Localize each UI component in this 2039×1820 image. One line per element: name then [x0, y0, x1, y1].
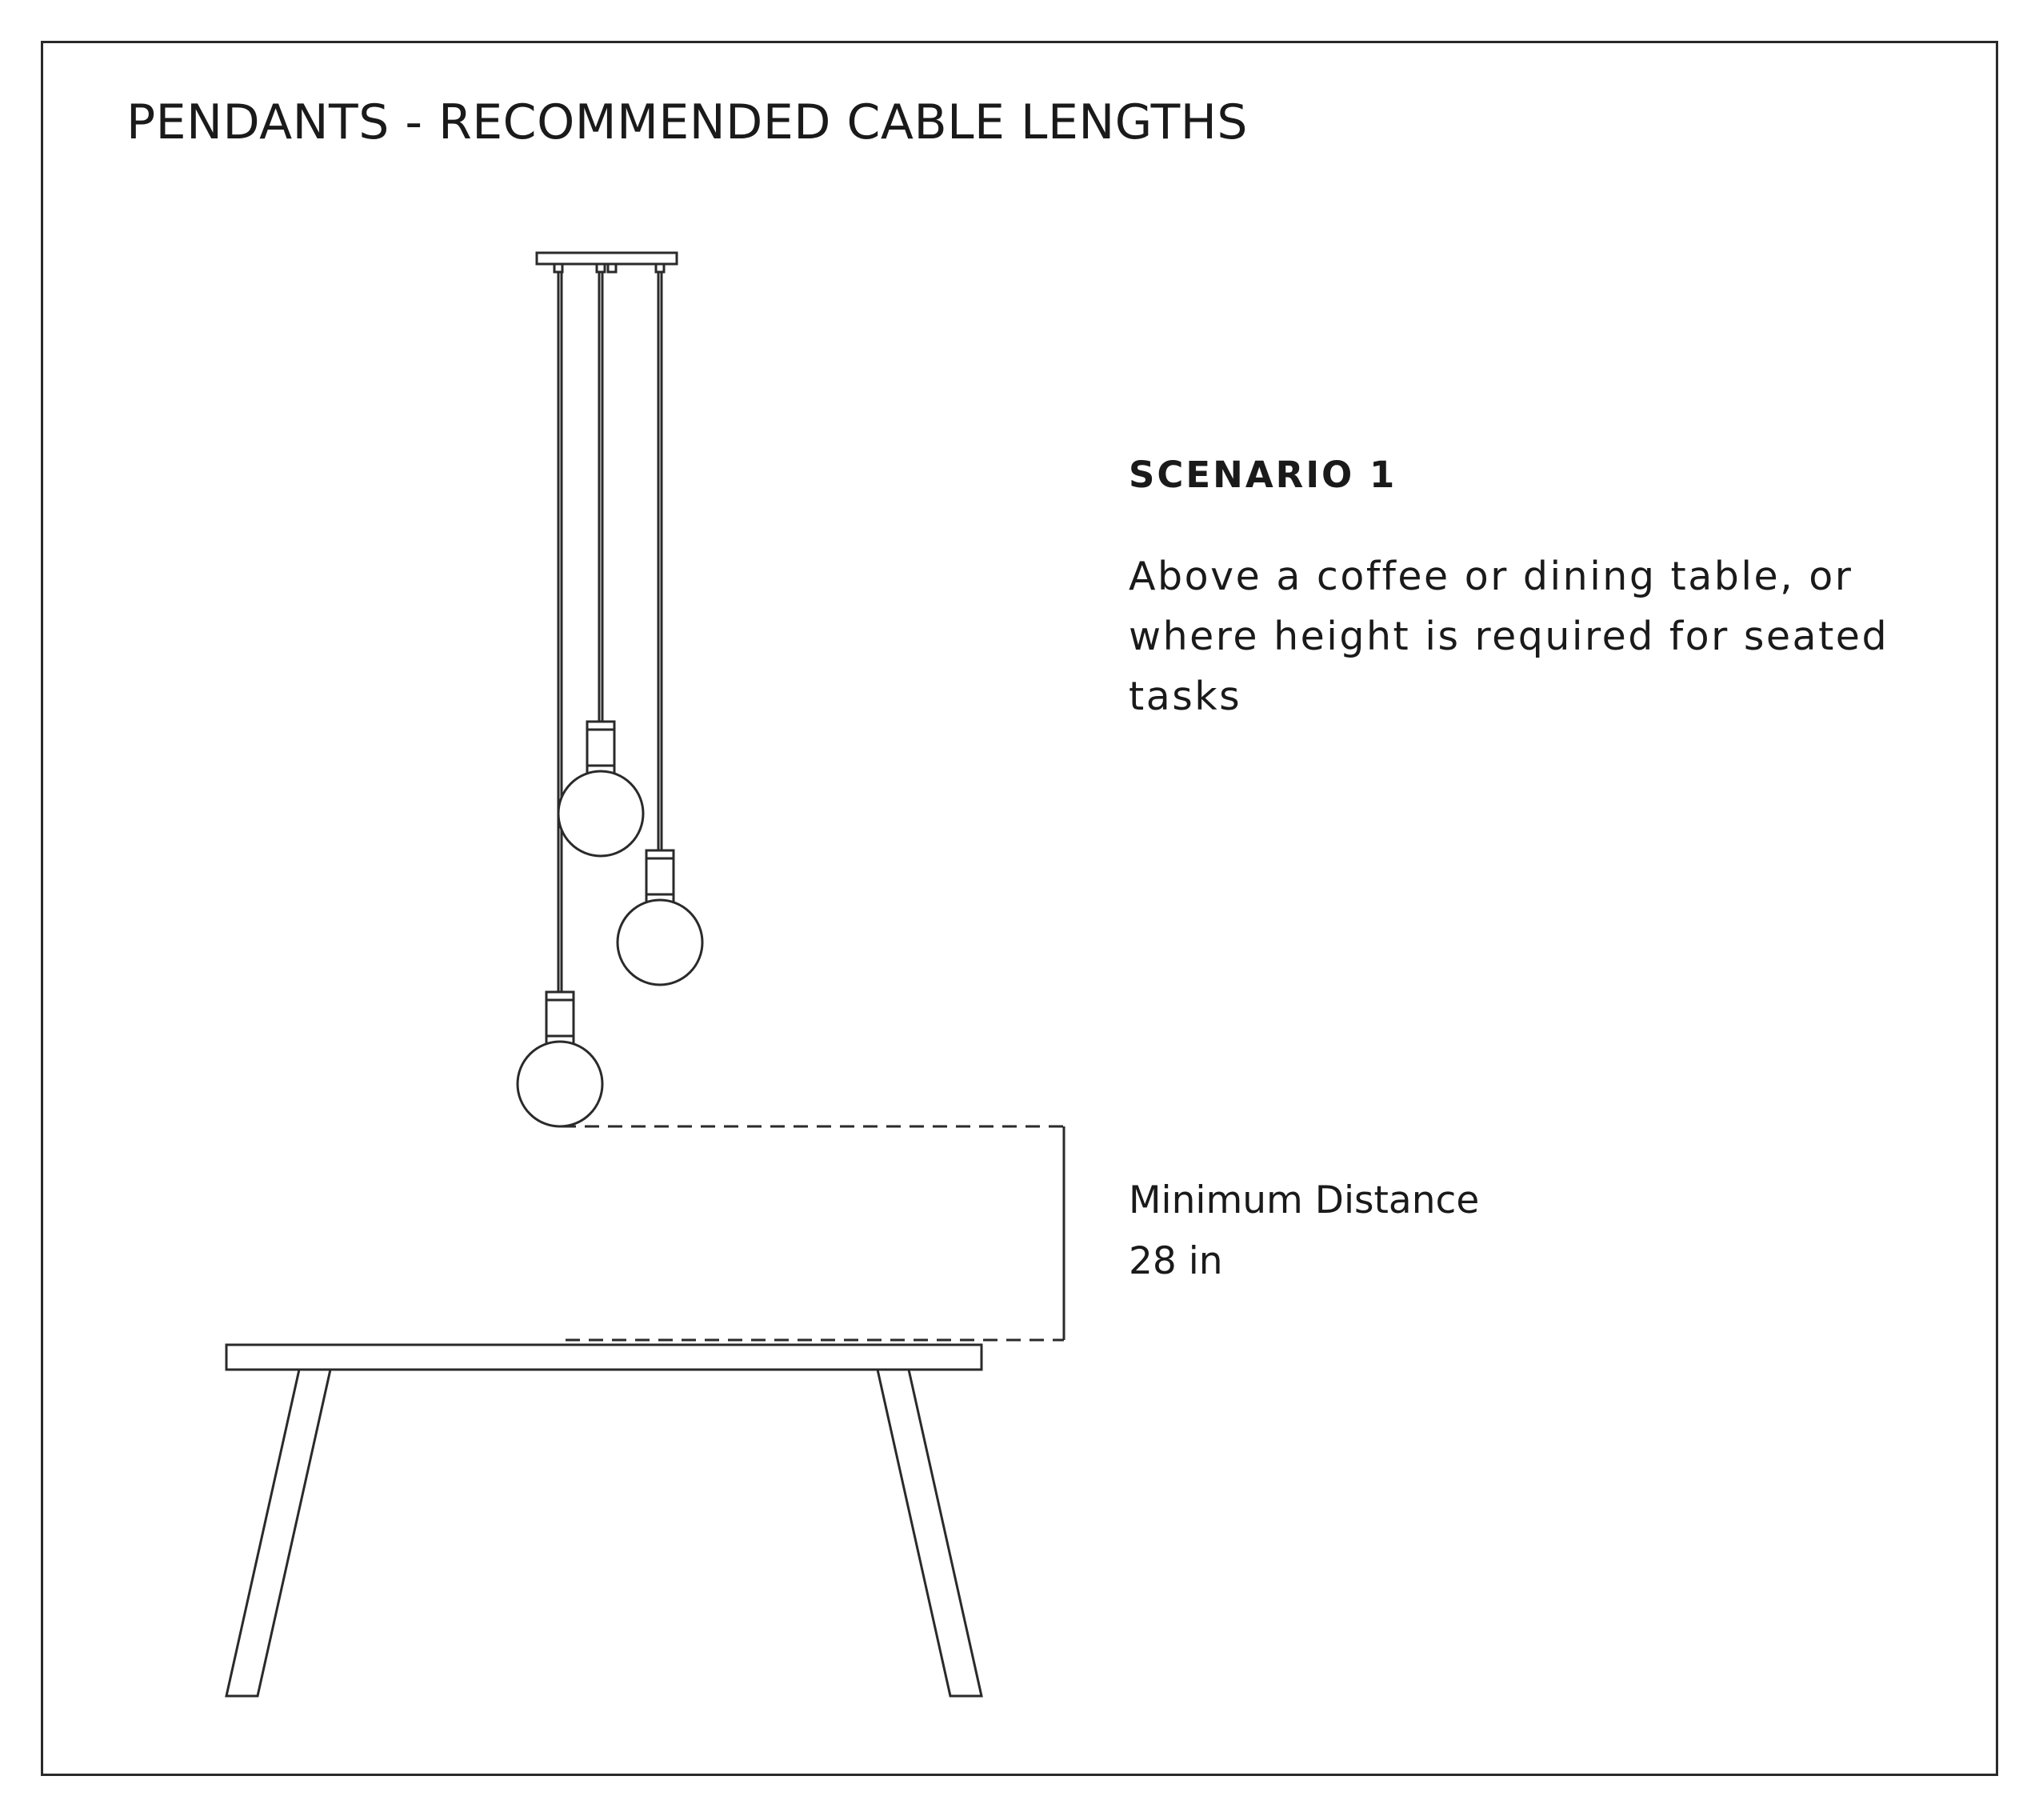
pendant-middle-bulb: [558, 771, 643, 856]
table-leg-left: [226, 1370, 330, 1696]
pendant-left-bulb: [518, 1042, 602, 1126]
table-top: [226, 1345, 982, 1370]
pendant-right: [618, 272, 702, 985]
dimension-label-block: [1129, 1170, 1479, 1292]
pendant-right-socket: [646, 850, 674, 894]
table-leg-right: [878, 1370, 982, 1696]
dimension-label: Minimum Distance: [1129, 1178, 1480, 1222]
scenario-description: Above a coffee or dining table, or where height is required for seated tasks: [1129, 554, 1889, 719]
table-icon: [226, 1345, 982, 1696]
pendant-left: [518, 272, 602, 1126]
page-title: PENDANTS - RECOMMENDED CABLE LENGTHS: [126, 94, 1248, 150]
pendant-middle: [558, 272, 643, 856]
pendant-left-socket: [546, 992, 574, 1036]
scenario-heading: SCENARIO 1: [1129, 454, 1397, 496]
pendant-right-bulb: [618, 900, 702, 985]
pendant-middle-socket: [587, 722, 614, 766]
minimum-distance-indicator: [562, 1126, 1064, 1340]
dimension-value: 28 in: [1129, 1239, 1223, 1283]
ceiling-canopy-icon: [537, 253, 677, 272]
